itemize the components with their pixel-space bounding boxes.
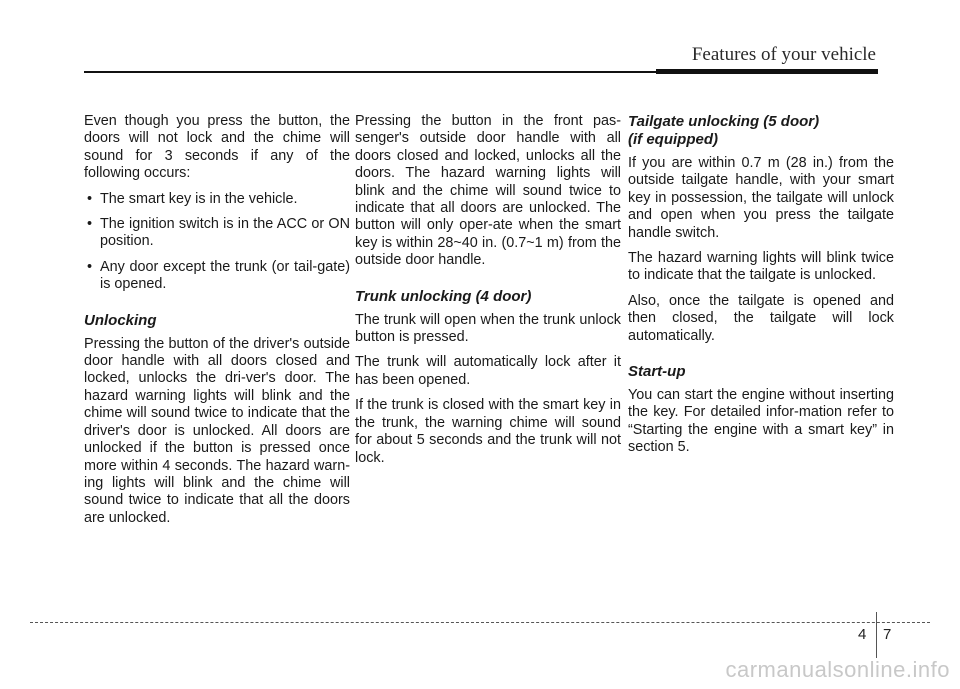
watermark: carmanualsonline.info — [725, 657, 950, 682]
trunk-paragraph-3: If the trunk is closed with the smart key in the trunk, the warning chime will sound for about 5 seconds and the trunk will not lock. — [355, 397, 621, 466]
bullet-icon: • — [87, 258, 93, 275]
tailgate-unlocking-heading: Tailgate unlocking (5 door) (if equipped) — [628, 113, 820, 148]
footer-dashed-rule — [30, 622, 930, 623]
list-item: • The smart key is in the vehicle. — [87, 190, 298, 207]
tailgate-paragraph-2: The hazard warning lights will blink twice to indicate that the tailgate is unlocked. — [628, 250, 894, 284]
list-item: • Any door except the trunk (or tail-gate) is opened. — [87, 258, 350, 293]
text-column-3 — [628, 113, 894, 465]
page-number-divider — [876, 612, 877, 658]
header-rule-accent — [656, 69, 878, 74]
bullet-icon: • — [87, 190, 93, 207]
text-column-2 — [355, 113, 621, 475]
tailgate-paragraph-3: Also, once the tailgate is opened and then closed, the tailgate will lock automatically. — [628, 292, 894, 344]
trunk-paragraph-2: The trunk will automatically lock after it has been opened. — [355, 354, 621, 388]
page-number: 7 — [883, 626, 892, 643]
running-header-title: Features of your vehicle — [691, 44, 876, 65]
unlocking-heading: Unlocking — [84, 311, 157, 329]
tailgate-paragraph-1: If you are within 0.7 m (28 in.) from the outside tailgate handle, with your smart key in possession, the tailgate will unlock and open when you press the tailgate handle switch. — [628, 155, 894, 241]
list-item: • The ignition switch is in the ACC or ON position. — [87, 216, 350, 250]
start-up-heading: Start-up — [628, 363, 686, 381]
intro-paragraph: Even though you press the button, the doors will not lock and the chime will sound for 3 seconds if any of the following occurs: — [84, 113, 350, 182]
passenger-unlock-paragraph: Pressing the button in the front pas-senger's outside door handle with all doors closed and locked, unlocks all the doors. The hazard warning lights will blink and the chime will sound twice to indicate that all doors are unlocked. The button will only oper-ate when the smart key is within 28~40 in. (0.7~1 m) from the outside door handle. — [355, 113, 621, 269]
bullet-icon: • — [87, 216, 93, 233]
unlocking-paragraph: Pressing the button of the driver's outside door handle with all doors closed and locked, unlocks the dri-ver's door. The hazard warning lights will blink and the chime will sound twice to indicate that the driver's door is unlocked. All doors are unlocked if the button is pressed once more within 4 seconds. The hazard warn-ing lights will blink and the chime will sound twice to indicate that all the doors are unlocked. — [84, 335, 350, 526]
trunk-paragraph-1: The trunk will open when the trunk unlock button is pressed. — [355, 311, 621, 346]
text-column-1 — [84, 113, 350, 535]
chapter-number: 4 — [858, 626, 867, 643]
condition-list — [84, 191, 350, 294]
start-up-paragraph: You can start the engine without inserting the key. For detailed infor-mation refer to “Starting the engine with a smart key” in section 5. — [628, 387, 894, 456]
trunk-unlocking-heading: Trunk unlocking (4 door) — [355, 287, 532, 305]
